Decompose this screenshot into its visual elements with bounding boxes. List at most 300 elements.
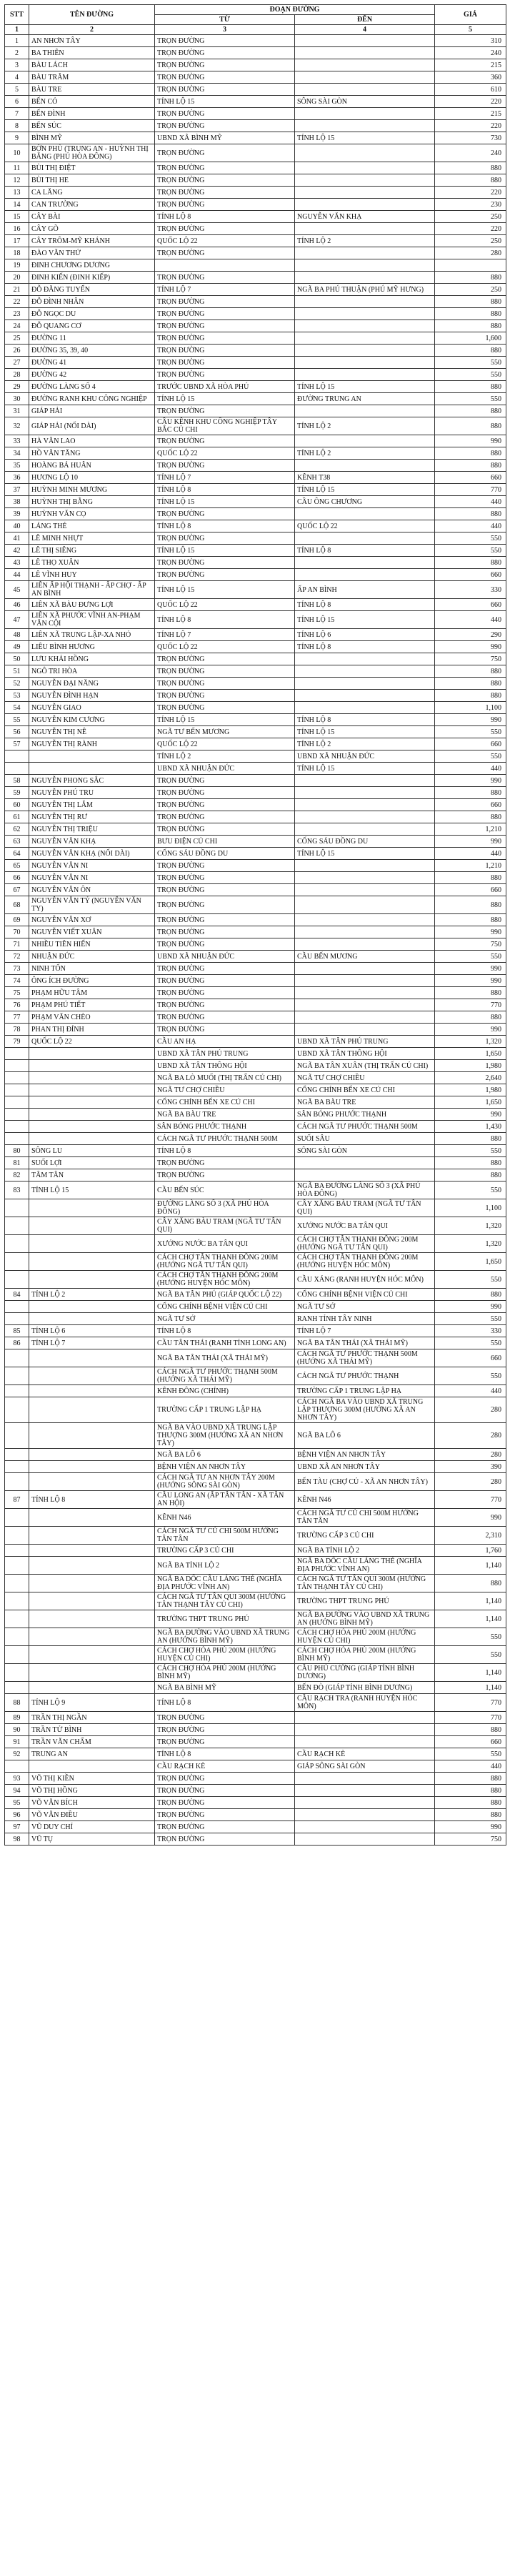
- to-cell: [295, 223, 435, 235]
- to-cell: CẦU XÁNG (RANH HUYỆN HÓC MÔN): [295, 1271, 435, 1289]
- price-cell: 230: [435, 199, 506, 211]
- street-name-cell: TỈNH LỘ 7: [29, 1337, 155, 1349]
- to-cell: [295, 653, 435, 665]
- price-cell: 250: [435, 211, 506, 223]
- street-name-cell: BẾN SÚC: [29, 120, 155, 132]
- row-stt-cell: 97: [5, 1821, 29, 1833]
- row-stt-cell: [5, 1060, 29, 1072]
- table-row: [5, 1253, 506, 1271]
- price-cell: 1,320: [435, 1036, 506, 1048]
- price-cell: 880: [435, 1809, 506, 1821]
- price-cell: 215: [435, 108, 506, 120]
- price-cell: 880: [435, 405, 506, 417]
- from-cell: SÂN BÓNG PHƯỚC THẠNH: [155, 1121, 295, 1133]
- row-stt-cell: 20: [5, 272, 29, 284]
- from-cell: CÁCH NGÃ TƯ TÂN QUI 300M (HƯỚNG TÂN THẠNH TÂY CỦ CHI): [155, 1592, 295, 1610]
- table-row: [5, 975, 506, 987]
- street-name-cell: ĐỖ ĐĂNG TUYỂN: [29, 284, 155, 296]
- to-cell: SÂN BÓNG PHƯỚC THẠNH: [295, 1109, 435, 1121]
- to-cell: [295, 557, 435, 569]
- row-stt-cell: [5, 750, 29, 763]
- row-stt-cell: 72: [5, 951, 29, 963]
- price-cell: 880: [435, 308, 506, 320]
- from-cell: CÁCH CHỢ HÒA PHÚ 200M (HƯỚNG HUYỆN CỦ CHI): [155, 1646, 295, 1664]
- row-stt-cell: 87: [5, 1491, 29, 1509]
- to-cell: CÁCH NGÃ TƯ CỦ CHI 500M HƯỚNG TÂN TÂN: [295, 1509, 435, 1527]
- table-header: [5, 5, 506, 35]
- row-stt-cell: 60: [5, 799, 29, 811]
- to-cell: [295, 896, 435, 914]
- table-row: [5, 247, 506, 259]
- from-cell: TỈNH LỘ 8: [155, 1748, 295, 1760]
- row-stt-cell: 90: [5, 1724, 29, 1736]
- row-stt-cell: 34: [5, 447, 29, 460]
- from-cell: TỈNH LỘ 7: [155, 284, 295, 296]
- to-cell: TỈNH LỘ 6: [295, 629, 435, 641]
- to-cell: [295, 357, 435, 369]
- table-row: [5, 1610, 506, 1628]
- table-row: [5, 611, 506, 629]
- street-name-cell: VÕ THỊ HỒNG: [29, 1785, 155, 1797]
- from-cell: TRỌN ĐƯỜNG: [155, 690, 295, 702]
- row-stt-cell: 46: [5, 599, 29, 611]
- from-cell: TRỌN ĐƯỜNG: [155, 860, 295, 872]
- column-number: 4: [295, 25, 435, 35]
- to-cell: [295, 702, 435, 714]
- table-body: [5, 35, 506, 1846]
- table-row: [5, 472, 506, 484]
- street-name-cell: LIÊN XÃ TRUNG LẬP-XA NHỎ: [29, 629, 155, 641]
- street-name-cell: [29, 1682, 155, 1694]
- table-row: [5, 1736, 506, 1748]
- table-row: [5, 1545, 506, 1557]
- from-cell: TRỌN ĐƯỜNG: [155, 1809, 295, 1821]
- table-row: [5, 520, 506, 532]
- table-row: [5, 1724, 506, 1736]
- to-cell: [295, 308, 435, 320]
- table-row: [5, 1760, 506, 1773]
- table-row: [5, 926, 506, 938]
- price-cell: 880: [435, 896, 506, 914]
- header-tu: TỪ: [155, 15, 295, 25]
- table-row: [5, 272, 506, 284]
- table-row: [5, 187, 506, 199]
- street-name-cell: HỒ VĂN TĂNG: [29, 447, 155, 460]
- table-row: [5, 1024, 506, 1036]
- price-cell: 880: [435, 665, 506, 678]
- row-stt-cell: 42: [5, 545, 29, 557]
- to-cell: [295, 272, 435, 284]
- table-row: [5, 1337, 506, 1349]
- table-row: [5, 345, 506, 357]
- table-row: [5, 1048, 506, 1060]
- street-name-cell: ĐỖ NGỌC DU: [29, 308, 155, 320]
- table-row: [5, 447, 506, 460]
- from-cell: TRỌN ĐƯỜNG: [155, 1011, 295, 1024]
- row-stt-cell: [5, 1664, 29, 1682]
- row-stt-cell: 7: [5, 108, 29, 120]
- row-stt-cell: 45: [5, 581, 29, 599]
- price-cell: 280: [435, 1397, 506, 1423]
- price-cell: 2,640: [435, 1072, 506, 1084]
- price-cell: 1,100: [435, 702, 506, 714]
- to-cell: CẦU ÔNG CHƯƠNG: [295, 496, 435, 508]
- from-cell: TRỌN ĐƯỜNG: [155, 35, 295, 47]
- price-cell: 1,140: [435, 1592, 506, 1610]
- from-cell: TỈNH LỘ 15: [155, 545, 295, 557]
- price-cell: 550: [435, 1182, 506, 1199]
- price-cell: 440: [435, 520, 506, 532]
- from-cell: NGÃ BA BÌNH MỸ: [155, 1682, 295, 1694]
- from-cell: NGÃ BA LÒ MUỐI (THỊ TRẤN CỦ CHI): [155, 1072, 295, 1084]
- from-cell: CẦU KÊNH KHU CÔNG NGHIỆP TÂY BẮC CỦ CHI: [155, 417, 295, 435]
- from-cell: CẦU LONG AN (ẤP TÂN TÂN - XÃ TÂN AN HỘI): [155, 1491, 295, 1509]
- to-cell: CÂY XĂNG BÀU TRAM (NGÃ TƯ TÂN QUI): [295, 1199, 435, 1217]
- from-cell: XƯỞNG NƯỚC BA TÂN QUI: [155, 1235, 295, 1253]
- street-name-cell: NGUYỄN VĂN KHẠ (NỐI DÀI): [29, 848, 155, 860]
- row-stt-cell: 37: [5, 484, 29, 496]
- row-stt-cell: [5, 1646, 29, 1664]
- table-row: [5, 460, 506, 472]
- table-row: [5, 775, 506, 787]
- from-cell: NGÃ BA BÀU TRE: [155, 1109, 295, 1121]
- street-name-cell: TỈNH LỘ 2: [29, 1289, 155, 1301]
- from-cell: TRỌN ĐƯỜNG: [155, 811, 295, 823]
- from-cell: NGÃ BA TỈNH LỘ 2: [155, 1557, 295, 1575]
- to-cell: [295, 174, 435, 187]
- to-cell: TỈNH LỘ 8: [295, 545, 435, 557]
- to-cell: TỈNH LỘ 8: [295, 714, 435, 726]
- street-name-cell: [29, 1048, 155, 1060]
- table-row: [5, 1367, 506, 1385]
- row-stt-cell: 93: [5, 1773, 29, 1785]
- row-stt-cell: 40: [5, 520, 29, 532]
- table-row: [5, 678, 506, 690]
- to-cell: TỈNH LỘ 15: [295, 484, 435, 496]
- from-cell: TRỌN ĐƯỜNG: [155, 532, 295, 545]
- price-cell: 660: [435, 569, 506, 581]
- street-name-cell: [29, 1473, 155, 1491]
- from-cell: TRỌN ĐƯỜNG: [155, 1712, 295, 1724]
- price-cell: 1,140: [435, 1610, 506, 1628]
- row-stt-cell: 66: [5, 872, 29, 884]
- street-name-cell: LÊ VĨNH HUY: [29, 569, 155, 581]
- to-cell: NGÃ TƯ SỞ: [295, 1301, 435, 1313]
- row-stt-cell: 27: [5, 357, 29, 369]
- table-row: [5, 1385, 506, 1397]
- to-cell: [295, 1797, 435, 1809]
- street-name-cell: AN NHƠN TÂY: [29, 35, 155, 47]
- table-row: [5, 1682, 506, 1694]
- table-row: [5, 59, 506, 71]
- row-stt-cell: 56: [5, 726, 29, 738]
- price-cell: 1,140: [435, 1682, 506, 1694]
- street-name-cell: NGUYỄN VĂN XƠ: [29, 914, 155, 926]
- price-cell: 1,320: [435, 1217, 506, 1235]
- street-name-cell: [29, 1349, 155, 1367]
- street-name-cell: [29, 1423, 155, 1449]
- street-name-cell: HOÀNG BÁ HUÂN: [29, 460, 155, 472]
- to-cell: NGÃ BA TÂN XUÂN (THỊ TRẤN CỦ CHI): [295, 1060, 435, 1072]
- street-name-cell: TRẦN THỊ NGẦN: [29, 1712, 155, 1724]
- street-name-cell: NGUYỄN THỊ TRIỆU: [29, 823, 155, 836]
- street-name-cell: NGUYỄN VĂN ÔN: [29, 884, 155, 896]
- row-stt-cell: 14: [5, 199, 29, 211]
- price-cell: 250: [435, 284, 506, 296]
- street-name-cell: LÊ THỌ XUÂN: [29, 557, 155, 569]
- price-cell: 880: [435, 872, 506, 884]
- row-stt-cell: [5, 763, 29, 775]
- price-cell: 880: [435, 1289, 506, 1301]
- row-stt-cell: [5, 1628, 29, 1646]
- table-row: [5, 1084, 506, 1096]
- from-cell: TRỌN ĐƯỜNG: [155, 926, 295, 938]
- price-cell: 880: [435, 1011, 506, 1024]
- price-cell: 990: [435, 775, 506, 787]
- price-cell: 660: [435, 799, 506, 811]
- from-cell: NGÃ BA LÔ 6: [155, 1449, 295, 1461]
- price-cell: 220: [435, 96, 506, 108]
- row-stt-cell: 1: [5, 35, 29, 47]
- price-cell: 220: [435, 223, 506, 235]
- table-row: [5, 296, 506, 308]
- table-row: [5, 1461, 506, 1473]
- price-cell: 1,650: [435, 1048, 506, 1060]
- table-row: [5, 599, 506, 611]
- table-row: [5, 357, 506, 369]
- street-name-cell: [29, 1592, 155, 1610]
- row-stt-cell: [5, 1133, 29, 1145]
- street-name-cell: [29, 1575, 155, 1592]
- from-cell: TRỌN ĐƯỜNG: [155, 1157, 295, 1169]
- price-cell: 880: [435, 460, 506, 472]
- price-cell: 990: [435, 641, 506, 653]
- table-row: [5, 1096, 506, 1109]
- price-cell: 880: [435, 447, 506, 460]
- street-name-cell: BA THIÊN: [29, 47, 155, 59]
- street-name-cell: [29, 750, 155, 763]
- to-cell: [295, 144, 435, 162]
- street-name-cell: [29, 1217, 155, 1235]
- street-name-cell: CA LĂNG: [29, 187, 155, 199]
- from-cell: TRỌN ĐƯỜNG: [155, 987, 295, 999]
- to-cell: NGÃ TƯ CHỢ CHIỀU: [295, 1072, 435, 1084]
- row-stt-cell: 62: [5, 823, 29, 836]
- street-name-cell: NGUYỄN VĂN KHẠ: [29, 836, 155, 848]
- from-cell: TRỌN ĐƯỜNG: [155, 823, 295, 836]
- price-cell: 880: [435, 381, 506, 393]
- from-cell: UBND XÃ NHUẬN ĐỨC: [155, 951, 295, 963]
- to-cell: CÁCH CHỢ HÒA PHÚ 200M (HƯỚNG HUYỆN CỦ CHI): [295, 1628, 435, 1646]
- price-cell: 880: [435, 296, 506, 308]
- street-name-cell: NGUYỄN VIẾT XUÂN: [29, 926, 155, 938]
- street-name-cell: VŨ DUY CHÍ: [29, 1821, 155, 1833]
- price-cell: 990: [435, 836, 506, 848]
- from-cell: CÁCH CHỢ HÒA PHÚ 200M (HƯỚNG BÌNH MỸ): [155, 1664, 295, 1682]
- street-name-cell: BẾN ĐÌNH: [29, 108, 155, 120]
- price-cell: 440: [435, 763, 506, 775]
- table-row: [5, 1011, 506, 1024]
- street-name-cell: [29, 1397, 155, 1423]
- street-name-cell: NHUẬN ĐỨC: [29, 951, 155, 963]
- to-cell: [295, 108, 435, 120]
- from-cell: TRỌN ĐƯỜNG: [155, 357, 295, 369]
- street-name-cell: CÂY GÕ: [29, 223, 155, 235]
- table-row: [5, 1575, 506, 1592]
- to-cell: BẾN TÀU (CHỢ CỦ - XÃ AN NHƠN TÂY): [295, 1473, 435, 1491]
- price-cell: 880: [435, 557, 506, 569]
- table-row: [5, 726, 506, 738]
- street-name-cell: BẾN CỎ: [29, 96, 155, 108]
- from-cell: TRỌN ĐƯỜNG: [155, 308, 295, 320]
- table-row: [5, 1748, 506, 1760]
- table-row: [5, 848, 506, 860]
- from-cell: TỈNH LỘ 8: [155, 1694, 295, 1712]
- table-row: [5, 665, 506, 678]
- from-cell: NGÃ TƯ BẾN MƯƠNG: [155, 726, 295, 738]
- table-row: [5, 987, 506, 999]
- from-cell: TRỌN ĐƯỜNG: [155, 296, 295, 308]
- row-stt-cell: [5, 1217, 29, 1235]
- to-cell: TỈNH LỘ 7: [295, 1325, 435, 1337]
- from-cell: TRỌN ĐƯỜNG: [155, 938, 295, 951]
- street-name-cell: ĐƯỜNG RANH KHU CÔNG NGHIỆP: [29, 393, 155, 405]
- row-stt-cell: [5, 1545, 29, 1557]
- street-name-cell: SUỐI LỢI: [29, 1157, 155, 1169]
- street-name-cell: NGUYỄN VĂN TỶ (NGUYỄN VĂN TY): [29, 896, 155, 914]
- street-name-cell: NGUYỄN KIM CƯƠNG: [29, 714, 155, 726]
- row-stt-cell: 91: [5, 1736, 29, 1748]
- street-name-cell: PHẠM VĂN CHÈO: [29, 1011, 155, 1024]
- to-cell: SUỐI SÂU: [295, 1133, 435, 1145]
- row-stt-cell: [5, 1072, 29, 1084]
- from-cell: TRỌN ĐƯỜNG: [155, 435, 295, 447]
- from-cell: TRỌN ĐƯỜNG: [155, 174, 295, 187]
- price-cell: 280: [435, 1423, 506, 1449]
- street-name-cell: TỈNH LỘ 15: [29, 1182, 155, 1199]
- table-row: [5, 787, 506, 799]
- price-cell: 550: [435, 357, 506, 369]
- price-cell: 550: [435, 1313, 506, 1325]
- street-name-cell: LÊ MINH NHỰT: [29, 532, 155, 545]
- from-cell: TRỌN ĐƯỜNG: [155, 1833, 295, 1846]
- table-row: [5, 914, 506, 926]
- to-cell: CÁCH NGÃ BA VÀO UBND XÃ TRUNG LẬP THƯỢNG 300M (HƯỚNG XÃ AN NHƠN TÂY): [295, 1397, 435, 1423]
- from-cell: CÁCH NGÃ TƯ CỦ CHI 500M HƯỚNG TÂN TÂN: [155, 1527, 295, 1545]
- table-row: [5, 951, 506, 963]
- table-row: [5, 690, 506, 702]
- row-stt-cell: 85: [5, 1325, 29, 1337]
- street-name-cell: ĐINH KIẾN (ĐINH KIẾP): [29, 272, 155, 284]
- row-stt-cell: 48: [5, 629, 29, 641]
- price-cell: 750: [435, 938, 506, 951]
- row-stt-cell: 65: [5, 860, 29, 872]
- street-name-cell: PHAN THỊ ĐÍNH: [29, 1024, 155, 1036]
- street-name-cell: [29, 1628, 155, 1646]
- price-cell: 550: [435, 1748, 506, 1760]
- row-stt-cell: [5, 1397, 29, 1423]
- price-cell: 550: [435, 750, 506, 763]
- table-row: [5, 332, 506, 345]
- row-stt-cell: 25: [5, 332, 29, 345]
- price-cell: 550: [435, 1145, 506, 1157]
- row-stt-cell: 77: [5, 1011, 29, 1024]
- table-row: [5, 1325, 506, 1337]
- row-stt-cell: 23: [5, 308, 29, 320]
- table-row: [5, 1694, 506, 1712]
- from-cell: TỈNH LỘ 15: [155, 496, 295, 508]
- to-cell: [295, 1809, 435, 1821]
- from-cell: CỐNG SÁU ĐỒNG DU: [155, 848, 295, 860]
- table-row: [5, 811, 506, 823]
- row-stt-cell: 39: [5, 508, 29, 520]
- from-cell: CẦU AN HẠ: [155, 1036, 295, 1048]
- price-cell: 880: [435, 1773, 506, 1785]
- table-row: [5, 496, 506, 508]
- row-stt-cell: [5, 1760, 29, 1773]
- to-cell: [295, 690, 435, 702]
- from-cell: TRỌN ĐƯỜNG: [155, 975, 295, 987]
- street-name-cell: TỈNH LỘ 6: [29, 1325, 155, 1337]
- table-row: [5, 144, 506, 162]
- to-cell: [295, 799, 435, 811]
- price-cell: 990: [435, 435, 506, 447]
- street-name-cell: [29, 1109, 155, 1121]
- to-cell: [295, 1724, 435, 1736]
- table-row: [5, 1423, 506, 1449]
- to-cell: UBND XÃ NHUẬN ĐỨC: [295, 750, 435, 763]
- to-cell: NGÃ BA PHÚ THUẬN (PHÚ MỸ HƯNG): [295, 284, 435, 296]
- row-stt-cell: 31: [5, 405, 29, 417]
- price-cell: 550: [435, 1271, 506, 1289]
- street-name-cell: ĐƯỜNG 41: [29, 357, 155, 369]
- price-cell: 550: [435, 726, 506, 738]
- from-cell: TỈNH LỘ 15: [155, 393, 295, 405]
- row-stt-cell: [5, 1084, 29, 1096]
- price-cell: 440: [435, 1385, 506, 1397]
- to-cell: [295, 120, 435, 132]
- table-row: [5, 199, 506, 211]
- table-row: [5, 884, 506, 896]
- table-row: [5, 1109, 506, 1121]
- street-name-cell: CAN TRƯỜNG: [29, 199, 155, 211]
- street-name-cell: [29, 1060, 155, 1072]
- row-stt-cell: [5, 1385, 29, 1397]
- from-cell: BỆNH VIỆN AN NHƠN TÂY: [155, 1461, 295, 1473]
- to-cell: [295, 1712, 435, 1724]
- street-name-cell: [29, 1527, 155, 1545]
- street-name-cell: BÙI THỊ HE: [29, 174, 155, 187]
- to-cell: [295, 872, 435, 884]
- to-cell: NGÃ BA DỐC CẦU LÁNG THÉ (NGHĨA ĐỊA PHƯỚC VĨNH AN): [295, 1557, 435, 1575]
- to-cell: [295, 345, 435, 357]
- to-cell: KÊNH T38: [295, 472, 435, 484]
- row-stt-cell: 43: [5, 557, 29, 569]
- from-cell: NGÃ BA ĐƯỜNG VÀO UBND XÃ TRUNG AN (HƯỚNG BÌNH MỸ): [155, 1628, 295, 1646]
- from-cell: TRỌN ĐƯỜNG: [155, 47, 295, 59]
- table-row: [5, 1313, 506, 1325]
- row-stt-cell: 83: [5, 1182, 29, 1199]
- price-cell: 1,100: [435, 1199, 506, 1217]
- row-stt-cell: 98: [5, 1833, 29, 1846]
- table-row: [5, 84, 506, 96]
- street-name-cell: [29, 1557, 155, 1575]
- street-name-cell: HUỲNH MINH MƯƠNG: [29, 484, 155, 496]
- street-name-cell: SÔNG LU: [29, 1145, 155, 1157]
- table-row: [5, 836, 506, 848]
- from-cell: TỈNH LỘ 15: [155, 581, 295, 599]
- price-cell: 880: [435, 320, 506, 332]
